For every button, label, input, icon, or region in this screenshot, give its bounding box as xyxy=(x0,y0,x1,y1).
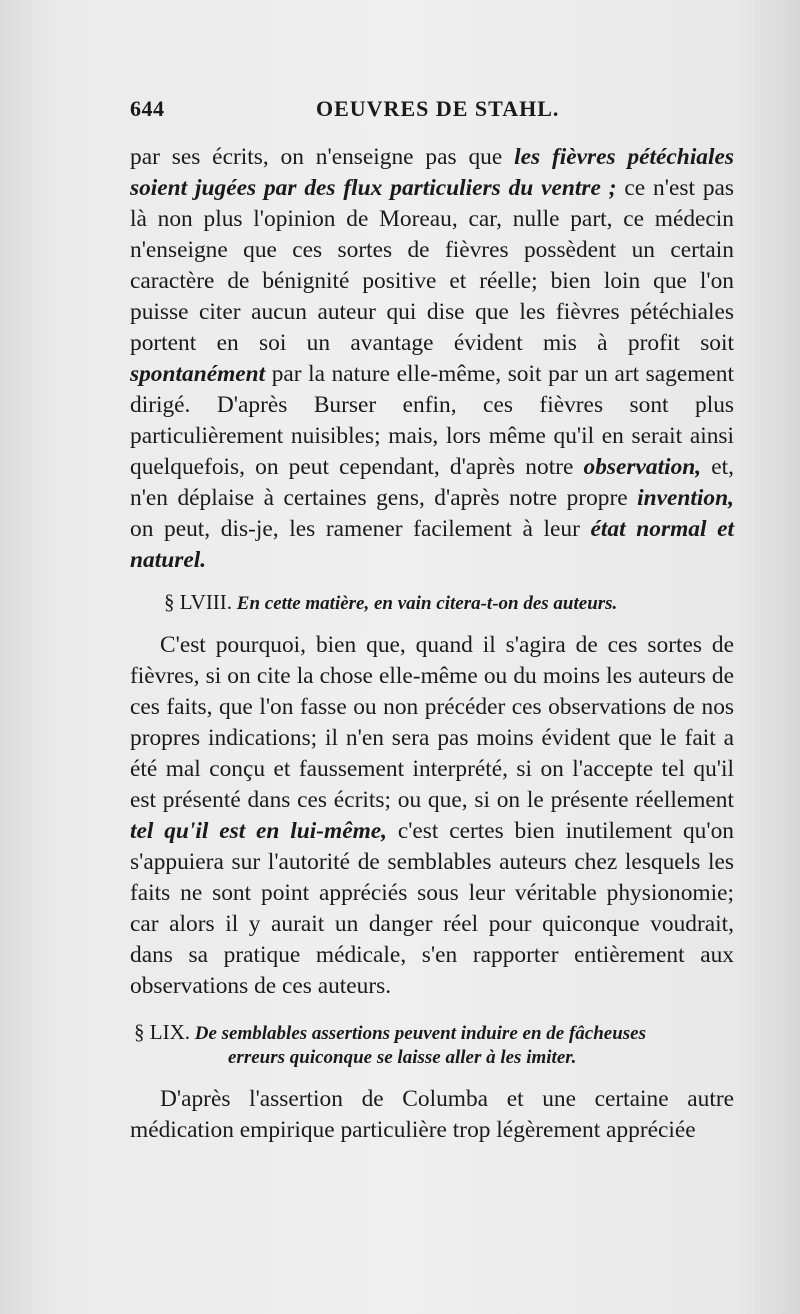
section-number: § LVIII. xyxy=(164,590,233,614)
running-title: OEUVRES DE STAHL. xyxy=(316,96,560,121)
paragraph-3: D'après l'assertion de Columba et une certaine autre médication empirique particulière trop légèrement appréciée xyxy=(130,1086,734,1143)
section-title: En cette matière, en vain citera-t-on des auteurs. xyxy=(236,593,618,614)
paragraph-1: par ses écrits, on n'enseigne pas que les fièvres pétéchiales soient jugées par des flux particuliers du ventre ; ce n'est pas là non plus l'opinion de Moreau, car, nulle part, ce médecin n'enseigne que ces sortes de fièvres possèdent un certain caractère de bénignité positive et réelle; bien loin que l'on puisse citer aucun auteur qui dise que les fièvres pétéchiales portent en soi un avantage évident mis à profit soit spontanément par la nature elle-même, soit par un art sagement dirigé. D'après Burser enfin, ces fièvres sont plus particulièrement nuisibles; mais, lors même qu'il en serait ainsi quelquefois, on peut cependant, d'après notre observation, et, n'en déplaise à certaines gens, d'après notre propre invention, on peut, dis-je, les ramener facilement à leur état normal et naturel. xyxy=(130,144,735,573)
italic-phrase: observation, xyxy=(583,454,702,480)
section-number: § LIX. xyxy=(134,1020,190,1044)
italic-phrase: les fièvres pétéchiales soient jugées par des flux particuliers du ventre ; xyxy=(130,144,734,201)
page-number: 644 xyxy=(130,96,165,121)
paragraph-2: C'est pourquoi, bien que, quand il s'agira de ces sortes de fièvres, si on cite la chose elle-même ou du moins les auteurs de ces faits, que l'on fasse ou non précéder ces observations de nos propres indications; il n'en sera pas moins évident que le fait a été mal conçu et faussement interprété, si on l'accepte tel qu'il est présenté dans ces écrits; ou que, si on le présente réellement tel qu'il est en lui-même, c'est certes bien inutilement qu'on s'appuiera sur l'autorité de semblables auteurs chez lesquels les faits ne sont point appréciés sous leur véritable physionomie; car alors il y aurait un danger réel pour quiconque voudrait, dans sa pratique médicale, s'en rapporter entièrement aux observations de ces auteurs. xyxy=(130,632,734,999)
italic-phrase: invention, xyxy=(637,485,734,511)
italic-phrase: spontanément xyxy=(130,361,266,387)
section-heading-59 xyxy=(130,1020,734,1070)
section-title: De semblables assertions peuvent induire en de fâcheuses xyxy=(194,1023,646,1044)
section-heading-58 xyxy=(130,590,734,616)
italic-phrase: état normal et naturel. xyxy=(130,516,734,573)
text-block xyxy=(130,96,734,1146)
page-header xyxy=(130,96,734,136)
section-title-continued: erreurs quiconque se laisse aller à les imiter. xyxy=(228,1047,577,1068)
italic-phrase: tel qu'il est en lui-même, xyxy=(130,818,387,844)
